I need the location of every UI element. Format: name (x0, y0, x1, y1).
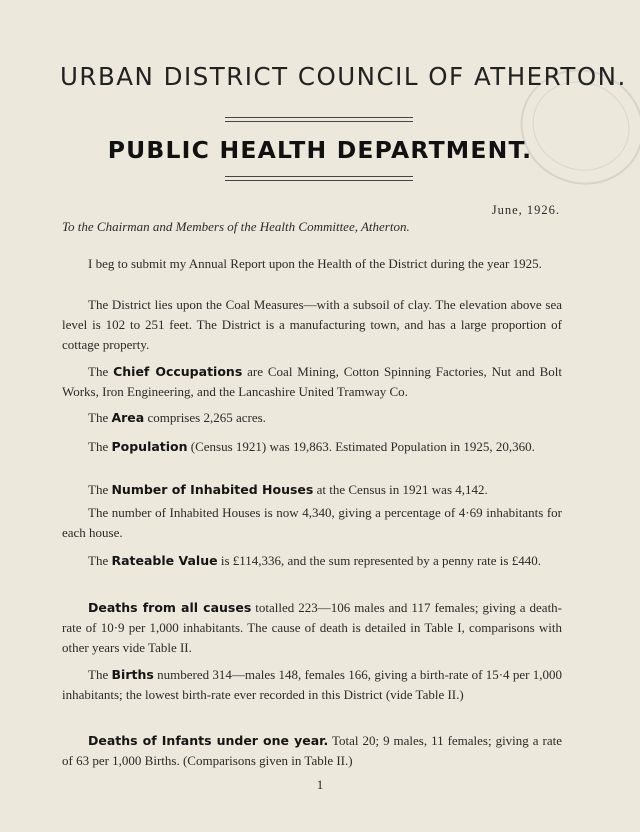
keyword-births: Births (111, 667, 154, 682)
paragraph-births (62, 665, 562, 705)
keyword-infant-deaths: Deaths of Infants under one year. (88, 733, 329, 748)
paragraph-text: (Census 1921) was 19,863. Estimated Population in 1925, 20,360. (187, 439, 535, 454)
keyword-deaths-all-causes: Deaths from all causes (88, 600, 252, 615)
paragraph-text: are Coal Mining, Cotton Spinning Factories, Nut and Bolt Works, Iron Engineering, and the Lancashire United Tramway Co. (62, 364, 562, 399)
paragraph-text: is £114,336, and the sum represented by a penny rate is £440. (217, 553, 541, 568)
paragraph-text: totalled 223—106 males and 117 females; giving a death-rate of 10·9 per 1,000 inhabitants. The cause of death is detailed in Table I, comparisons with other years vide Table II. (62, 600, 563, 655)
paragraph-text: numbered 314—males 148, females 166, giving a birth-rate of 15·4 per 1,000 inhabitants; the lowest birth-rate ever recorded in this District (vide Table II.) (62, 667, 562, 702)
keyword-rateable-value: Rateable Value (111, 553, 218, 568)
paragraph-deaths (62, 598, 562, 658)
page-number: 1 (316, 777, 324, 792)
paragraph-text: The (88, 439, 112, 454)
paragraph-houses-now: The number of Inhabited Houses is now 4,340, giving a percentage of 4·69 inhabitants for each house. (62, 505, 562, 540)
paragraph-text: Total 20; 9 males, 11 females; giving a rate of 63 per 1,000 Births. (Comparisons given in Table II.) (62, 733, 562, 768)
paragraph-intro: I beg to submit my Annual Report upon the Health of the District during the year 1925. (88, 256, 542, 271)
paragraph-text: The (88, 553, 112, 568)
council-title: URBAN DISTRICT COUNCIL OF ATHERTON. (60, 62, 627, 91)
addressee-line: To the Chairman and Members of the Health Committee, Atherton. (62, 219, 410, 234)
paragraph-rateable-value (62, 551, 562, 571)
paragraph-text: The (88, 410, 112, 425)
paragraph-text: The (88, 482, 112, 497)
paragraph-occupations (62, 362, 562, 402)
divider (225, 180, 413, 181)
paragraph-text: The (88, 667, 112, 682)
divider (225, 121, 413, 122)
report-date: June, 1926. (491, 203, 560, 217)
keyword-population: Population (111, 439, 188, 454)
paragraph-text: at the Census in 1921 was 4,142. (313, 482, 488, 497)
keyword-area: Area (111, 410, 145, 425)
divider (225, 117, 413, 118)
paragraph-text: comprises 2,265 acres. (144, 410, 266, 425)
keyword-chief-occupations: Chief Occupations (113, 364, 243, 379)
keyword-inhabited-houses: Number of Inhabited Houses (111, 482, 314, 497)
paragraph-population (62, 437, 562, 457)
paragraph-text: The (88, 364, 114, 379)
divider (225, 176, 413, 177)
paragraph-geography: The District lies upon the Coal Measures—with a subsoil of clay. The elevation above sea level is 102 to 251 feet. The District is a manufacturing town, and has a large proportion of cottage property. (62, 297, 562, 352)
department-title: PUBLIC HEALTH DEPARTMENT. (107, 136, 533, 164)
paragraph-infant-deaths (62, 731, 562, 771)
paragraph-houses-1921 (62, 480, 562, 500)
paragraph-area (62, 408, 562, 428)
